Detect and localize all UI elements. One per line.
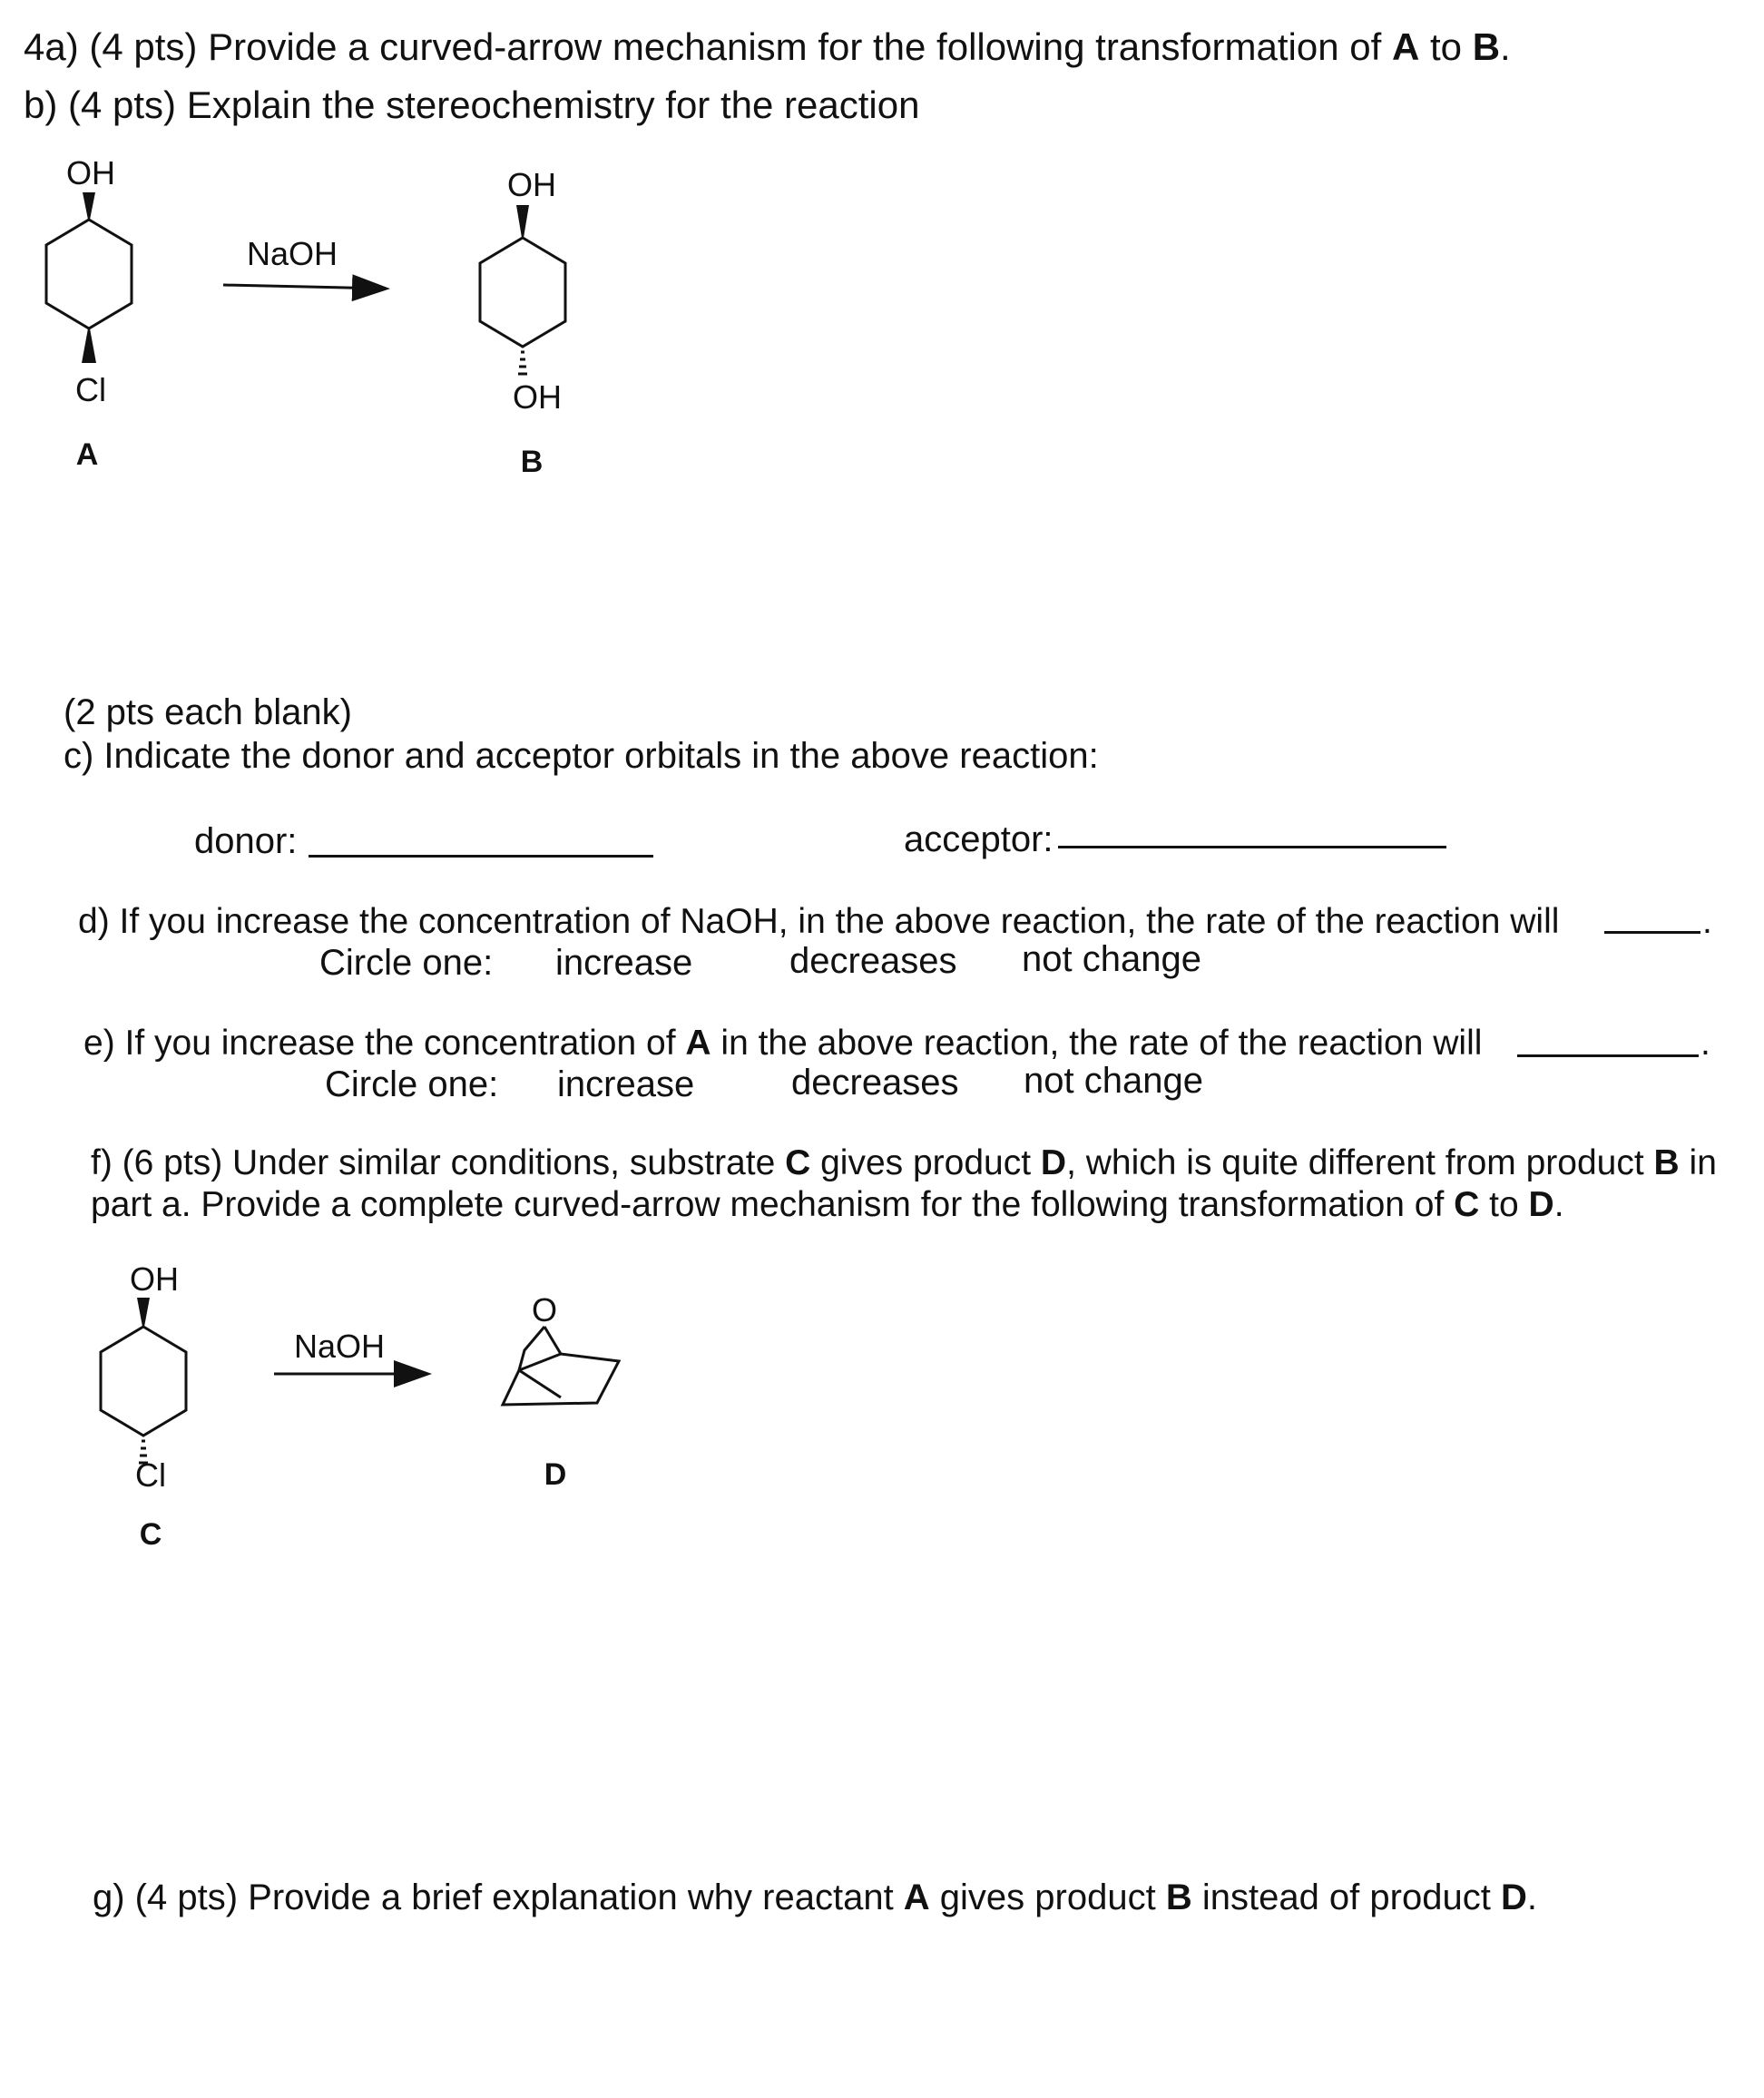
oxygen-atom-d: O (531, 1291, 558, 1328)
option-increase-e[interactable]: increase (557, 1064, 695, 1104)
reaction-arrow-1 (223, 285, 385, 289)
option-not-change-e[interactable]: not change (1024, 1061, 1203, 1101)
question-e: e) If you increase the concentration of A in the above reaction, the rate of the reaction will (83, 1024, 1483, 1063)
oh-group-b-top: OH (507, 166, 556, 203)
cyclohexane-ring-c (101, 1327, 186, 1436)
rate-blank-e[interactable] (1517, 1054, 1699, 1057)
period-e: . (1700, 1024, 1710, 1063)
wedge-bond-oh-b (516, 205, 529, 238)
option-increase-d[interactable]: increase (555, 943, 693, 983)
question-f-line2: part a. Provide a complete curved-arrow mechanism for the following transformation of C to D. (91, 1185, 1564, 1224)
wedge-bond-cl-a (82, 328, 96, 363)
cyclohexane-ring-a (46, 220, 132, 328)
compound-label-a: A (75, 437, 99, 472)
question-d: d) If you increase the concentration of NaOH, in the above reaction, the rate of the reaction will (78, 902, 1560, 941)
oh-group-b-bottom: OH (513, 378, 562, 416)
wedge-bond-oh-a (83, 192, 95, 220)
compound-label-c: C (139, 1517, 162, 1552)
donor-label: donor: (194, 821, 298, 861)
reagent-naoh-1: NaOH (246, 235, 338, 272)
hashed-bond-oh-b (518, 352, 527, 374)
period-d: . (1702, 902, 1712, 941)
question-f-line1: f) (6 pts) Under similar conditions, substrate C gives product D, which is quite different from product B in (91, 1143, 1717, 1182)
cyclohexane-ring-b (480, 238, 565, 347)
question-g: g) (4 pts) Provide a brief explanation why reactant A gives product B instead of product D. (93, 1877, 1537, 1917)
wedge-bond-oh-c (137, 1298, 150, 1327)
circle-one-d: Circle one: (319, 943, 494, 983)
acceptor-label: acceptor: (904, 819, 1054, 859)
points-note: (2 pts each blank) (64, 692, 352, 732)
donor-blank[interactable] (309, 855, 653, 858)
cl-group-a: Cl (75, 371, 106, 408)
question-4b: b) (4 pts) Explain the stereochemistry for the reaction (24, 83, 920, 126)
molecule-d (503, 1291, 619, 1492)
compound-label-b: B (520, 445, 544, 479)
oh-group-c: OH (130, 1260, 179, 1298)
oh-group-a: OH (66, 154, 115, 191)
question-c: c) Indicate the donor and acceptor orbitals in the above reaction: (64, 736, 1099, 776)
option-decreases-d[interactable]: decreases (789, 941, 957, 981)
acceptor-blank[interactable] (1058, 846, 1446, 848)
molecule-b (480, 166, 565, 479)
molecule-c (101, 1260, 186, 1552)
rate-blank-d[interactable] (1604, 931, 1700, 934)
molecule-a (46, 154, 132, 472)
option-not-change-d[interactable]: not change (1022, 939, 1201, 979)
question-4a: 4a) (4 pts) Provide a curved-arrow mechanism for the following transformation of A to B. (24, 25, 1511, 68)
option-decreases-e[interactable]: decreases (791, 1063, 959, 1103)
cl-group-c: Cl (135, 1456, 166, 1494)
circle-one-e: Circle one: (325, 1064, 499, 1104)
reagent-naoh-2: NaOH (293, 1328, 386, 1365)
compound-label-d: D (544, 1457, 567, 1492)
